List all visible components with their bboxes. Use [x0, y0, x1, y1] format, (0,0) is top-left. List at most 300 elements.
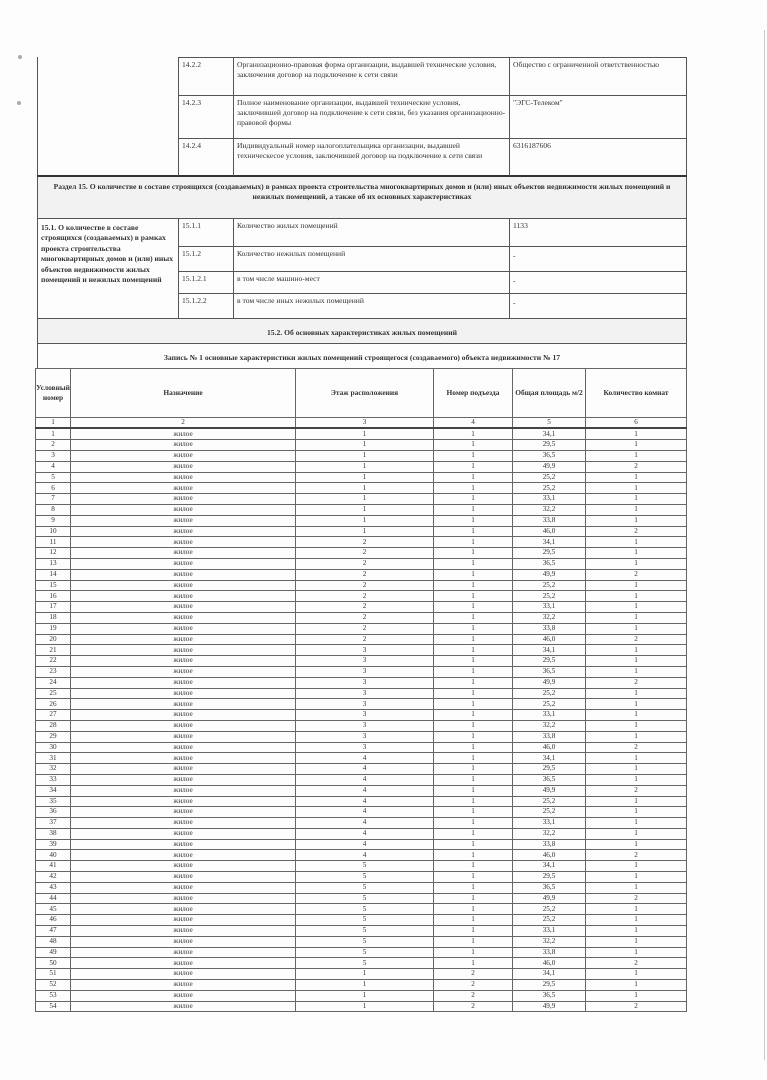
table-row [36, 515, 687, 526]
cell-number: 50 [36, 958, 71, 969]
page-edge [764, 30, 765, 1060]
cell-area: 32,2 [513, 828, 586, 839]
cell-number: 40 [36, 850, 71, 861]
table-row [36, 656, 687, 667]
cell-number: 9 [36, 515, 71, 526]
cell-entrance: 1 [434, 699, 513, 710]
cell-floor: 2 [296, 634, 434, 645]
cell-number: 24 [36, 677, 71, 688]
cell-rooms: 1 [586, 969, 687, 980]
cell-purpose: жилое [71, 483, 296, 494]
table-row [36, 494, 687, 505]
punch-hole-mark [17, 101, 21, 105]
table-row [36, 958, 687, 969]
cell-number: 53 [36, 990, 71, 1001]
table-row [36, 839, 687, 850]
cell-area: 25,2 [513, 472, 586, 483]
row-value: - [513, 276, 516, 285]
cell-purpose: жилое [71, 504, 296, 515]
cell-number: 16 [36, 591, 71, 602]
cell-purpose: жилое [71, 861, 296, 872]
cell-area: 49,9 [513, 569, 586, 580]
cell-purpose: жилое [71, 990, 296, 1001]
cell-rooms: 1 [586, 483, 687, 494]
cell-rooms: 1 [586, 926, 687, 937]
cell-number: 13 [36, 558, 71, 569]
cell-purpose: жилое [71, 882, 296, 893]
cell-purpose: жилое [71, 742, 296, 753]
table-row [36, 764, 687, 775]
table-row [36, 710, 687, 721]
cell-area: 32,2 [513, 720, 586, 731]
cell-number: 45 [36, 904, 71, 915]
row-label: Количество жилых помещений [237, 221, 338, 230]
cell-number: 6 [36, 483, 71, 494]
cell-floor: 3 [296, 666, 434, 677]
cell-entrance: 1 [434, 580, 513, 591]
cell-floor: 1 [296, 472, 434, 483]
cell-number: 14 [36, 569, 71, 580]
apartments-table [35, 368, 687, 1012]
cell-rooms: 1 [586, 936, 687, 947]
column-number: 5 [513, 418, 586, 429]
cell-number: 48 [36, 936, 71, 947]
cell-area: 36,5 [513, 558, 586, 569]
cell-area: 34,1 [513, 537, 586, 548]
table-row [36, 742, 687, 753]
cell-purpose: жилое [71, 828, 296, 839]
cell-entrance: 1 [434, 677, 513, 688]
cell-purpose: жилое [71, 677, 296, 688]
cell-entrance: 1 [434, 666, 513, 677]
table-row [36, 440, 687, 451]
cell-purpose: жилое [71, 688, 296, 699]
row-label: Количество нежилых помещений [237, 249, 346, 258]
cell-number: 20 [36, 634, 71, 645]
cell-rooms: 1 [586, 515, 687, 526]
table-row [36, 882, 687, 893]
column-number: 2 [71, 418, 296, 429]
table-row [36, 537, 687, 548]
row-value: "ЭГС-Телеком" [513, 98, 563, 107]
table-row [36, 602, 687, 613]
cell-area: 32,2 [513, 936, 586, 947]
cell-area: 29,5 [513, 872, 586, 883]
cell-rooms: 1 [586, 440, 687, 451]
cell-floor: 4 [296, 774, 434, 785]
cell-purpose: жилое [71, 451, 296, 462]
cell-area: 33,1 [513, 710, 586, 721]
cell-purpose: жилое [71, 774, 296, 785]
cell-floor: 3 [296, 645, 434, 656]
cell-rooms: 1 [586, 537, 687, 548]
cell-floor: 2 [296, 591, 434, 602]
cell-number: 15 [36, 580, 71, 591]
cell-entrance: 1 [434, 688, 513, 699]
cell-entrance: 1 [434, 720, 513, 731]
cell-floor: 1 [296, 483, 434, 494]
cell-number: 52 [36, 980, 71, 991]
cell-area: 49,9 [513, 1001, 586, 1012]
cell-floor: 3 [296, 699, 434, 710]
cell-rooms: 1 [586, 451, 687, 462]
row-value: Общество с ограниченной ответственностью [513, 60, 660, 69]
cell-entrance: 1 [434, 915, 513, 926]
cell-number: 1 [36, 428, 71, 439]
cell-number: 32 [36, 764, 71, 775]
cell-floor: 5 [296, 936, 434, 947]
cell-area: 46,0 [513, 526, 586, 537]
cell-number: 33 [36, 774, 71, 785]
cell-entrance: 1 [434, 796, 513, 807]
cell-number: 29 [36, 731, 71, 742]
table-row [36, 850, 687, 861]
cell-purpose: жилое [71, 515, 296, 526]
table-row [36, 893, 687, 904]
cell-area: 32,2 [513, 504, 586, 515]
cell-rooms: 1 [586, 990, 687, 1001]
cell-number: 51 [36, 969, 71, 980]
header-area: Общая площадь м/2 [513, 369, 586, 418]
cell-floor: 4 [296, 796, 434, 807]
cell-rooms: 1 [586, 839, 687, 850]
cell-area: 33,8 [513, 623, 586, 634]
row-number: 15.1.1 [182, 221, 201, 230]
cell-purpose: жилое [71, 602, 296, 613]
cell-area: 33,8 [513, 839, 586, 850]
cell-entrance: 1 [434, 494, 513, 505]
cell-rooms: 2 [586, 634, 687, 645]
cell-entrance: 1 [434, 645, 513, 656]
table-row [36, 915, 687, 926]
cell-purpose: жилое [71, 980, 296, 991]
cell-entrance: 1 [434, 623, 513, 634]
cell-area: 29,5 [513, 548, 586, 559]
cell-area: 36,5 [513, 882, 586, 893]
cell-floor: 4 [296, 764, 434, 775]
cell-floor: 5 [296, 882, 434, 893]
cell-area: 46,0 [513, 742, 586, 753]
column-number: 1 [36, 418, 71, 429]
cell-area: 32,2 [513, 612, 586, 623]
cell-number: 2 [36, 440, 71, 451]
cell-entrance: 1 [434, 548, 513, 559]
cell-entrance: 1 [434, 537, 513, 548]
table-row [36, 591, 687, 602]
cell-purpose: жилое [71, 710, 296, 721]
cell-purpose: жилое [71, 893, 296, 904]
cell-purpose: жилое [71, 850, 296, 861]
cell-entrance: 1 [434, 958, 513, 969]
cell-rooms: 2 [586, 958, 687, 969]
header-conditional-number: Условный номер [36, 369, 71, 418]
cell-area: 25,2 [513, 483, 586, 494]
cell-number: 36 [36, 807, 71, 818]
cell-floor: 1 [296, 440, 434, 451]
table-row [36, 947, 687, 958]
table-row [36, 634, 687, 645]
cell-rooms: 1 [586, 602, 687, 613]
cell-rooms: 1 [586, 764, 687, 775]
cell-purpose: жилое [71, 1001, 296, 1012]
cell-floor: 5 [296, 926, 434, 937]
cell-purpose: жилое [71, 785, 296, 796]
table-row [36, 990, 687, 1001]
frame-right-line [686, 57, 687, 369]
cell-rooms: 1 [586, 623, 687, 634]
cell-floor: 1 [296, 980, 434, 991]
table-row [36, 526, 687, 537]
table-row [36, 861, 687, 872]
cell-entrance: 1 [434, 947, 513, 958]
cell-purpose: жилое [71, 428, 296, 439]
cell-entrance: 1 [434, 774, 513, 785]
cell-rooms: 2 [586, 893, 687, 904]
cell-floor: 3 [296, 688, 434, 699]
cell-rooms: 1 [586, 645, 687, 656]
cell-number: 49 [36, 947, 71, 958]
cell-number: 54 [36, 1001, 71, 1012]
row-number: 15.1.2 [182, 249, 201, 258]
cell-area: 34,1 [513, 861, 586, 872]
cell-purpose: жилое [71, 818, 296, 829]
cell-number: 35 [36, 796, 71, 807]
table-row [36, 926, 687, 937]
cell-rooms: 2 [586, 569, 687, 580]
cell-floor: 2 [296, 580, 434, 591]
section-15-title: Раздел 15. О количестве в составе строящихся (создаваемых) в рамках проекта строительства многоквартирных домов и (или) иных объектов недвижимости жилых помещений и нежилых помещений, а также об их основных характеристиках [53, 182, 671, 201]
column-number-row [36, 418, 687, 429]
cell-area: 34,1 [513, 428, 586, 439]
cell-entrance: 1 [434, 504, 513, 515]
cell-number: 19 [36, 623, 71, 634]
table-row [36, 980, 687, 991]
cell-number: 17 [36, 602, 71, 613]
table-header-row [36, 369, 687, 418]
cell-floor: 4 [296, 785, 434, 796]
row-label: Индивидуальный номер налогоплательщика организации, выдавшей техническесое условия, заключившей договор на подключение к сети связи [237, 141, 483, 160]
cell-floor: 5 [296, 915, 434, 926]
cell-number: 43 [36, 882, 71, 893]
cell-purpose: жилое [71, 548, 296, 559]
cell-floor: 2 [296, 548, 434, 559]
table-row [36, 548, 687, 559]
column-number: 4 [434, 418, 513, 429]
table-row [36, 461, 687, 472]
cell-number: 38 [36, 828, 71, 839]
cell-purpose: жилое [71, 807, 296, 818]
cell-floor: 4 [296, 753, 434, 764]
cell-area: 46,0 [513, 634, 586, 645]
cell-floor: 1 [296, 451, 434, 462]
cell-entrance: 1 [434, 591, 513, 602]
table-row [36, 569, 687, 580]
cell-rooms: 1 [586, 472, 687, 483]
table-row [36, 818, 687, 829]
cell-entrance: 1 [434, 612, 513, 623]
cell-rooms: 1 [586, 731, 687, 742]
cell-area: 49,9 [513, 461, 586, 472]
cell-floor: 4 [296, 818, 434, 829]
cell-purpose: жилое [71, 526, 296, 537]
cell-floor: 1 [296, 504, 434, 515]
cell-number: 41 [36, 861, 71, 872]
cell-purpose: жилое [71, 753, 296, 764]
cell-floor: 3 [296, 677, 434, 688]
cell-floor: 3 [296, 720, 434, 731]
cell-rooms: 1 [586, 753, 687, 764]
cell-floor: 2 [296, 623, 434, 634]
cell-rooms: 1 [586, 774, 687, 785]
cell-area: 33,1 [513, 818, 586, 829]
table-row [36, 645, 687, 656]
cell-number: 11 [36, 537, 71, 548]
column-number: 3 [296, 418, 434, 429]
cell-purpose: жилое [71, 796, 296, 807]
cell-area: 25,2 [513, 580, 586, 591]
cell-area: 36,5 [513, 666, 586, 677]
cell-purpose: жилое [71, 666, 296, 677]
cell-area: 33,1 [513, 602, 586, 613]
cell-number: 37 [36, 818, 71, 829]
header-entrance: Номер подъезда [434, 369, 513, 418]
cell-number: 39 [36, 839, 71, 850]
cell-number: 10 [36, 526, 71, 537]
cell-entrance: 1 [434, 440, 513, 451]
row-number: 14.2.2 [182, 60, 201, 69]
cell-purpose: жилое [71, 947, 296, 958]
cell-floor: 4 [296, 807, 434, 818]
table-row [36, 774, 687, 785]
cell-area: 29,5 [513, 440, 586, 451]
table-row [36, 699, 687, 710]
cell-rooms: 1 [586, 428, 687, 439]
row-number: 14.2.3 [182, 98, 201, 107]
cell-area: 49,9 [513, 893, 586, 904]
cell-rooms: 1 [586, 915, 687, 926]
cell-area: 33,8 [513, 731, 586, 742]
cell-rooms: 1 [586, 904, 687, 915]
table-row [36, 1001, 687, 1012]
cell-floor: 1 [296, 428, 434, 439]
cell-number: 4 [36, 461, 71, 472]
living-rooms-count: 1133 [513, 221, 528, 230]
cell-purpose: жилое [71, 472, 296, 483]
cell-area: 29,5 [513, 764, 586, 775]
cell-purpose: жилое [71, 926, 296, 937]
cell-number: 28 [36, 720, 71, 731]
cell-area: 49,9 [513, 785, 586, 796]
cell-rooms: 2 [586, 850, 687, 861]
table-row [36, 796, 687, 807]
section-15-1-label: 15.1. О количестве в составе строящихся (создаваемых) в рамках проекта строительства многоквартирных домов и (или) иных объектов недвижимости жилых помещений и нежилых помещений [41, 223, 174, 285]
row-label: Полное наименование организации, выдавшей технические условия, заключившей договор на подключение к сети связи, без указания организационно-правовой формы [237, 98, 506, 127]
cell-rooms: 1 [586, 947, 687, 958]
cell-area: 25,2 [513, 915, 586, 926]
cell-rooms: 1 [586, 688, 687, 699]
table-row [36, 828, 687, 839]
cell-number: 12 [36, 548, 71, 559]
cell-entrance: 1 [434, 872, 513, 883]
cell-floor: 5 [296, 947, 434, 958]
cell-floor: 3 [296, 710, 434, 721]
row-number: 14.2.4 [182, 141, 201, 150]
cell-floor: 2 [296, 537, 434, 548]
cell-area: 34,1 [513, 753, 586, 764]
cell-entrance: 1 [434, 515, 513, 526]
cell-entrance: 1 [434, 461, 513, 472]
cell-purpose: жилое [71, 580, 296, 591]
cell-area: 25,2 [513, 796, 586, 807]
cell-number: 7 [36, 494, 71, 505]
cell-entrance: 1 [434, 926, 513, 937]
record-title: Запись № 1 основные характеристики жилых помещений строящегося (создаваемого) объекта недвижимости № 17 [163, 353, 561, 362]
cell-rooms: 1 [586, 558, 687, 569]
cell-entrance: 1 [434, 850, 513, 861]
cell-purpose: жилое [71, 494, 296, 505]
cell-number: 5 [36, 472, 71, 483]
cell-floor: 5 [296, 872, 434, 883]
cell-purpose: жилое [71, 645, 296, 656]
cell-entrance: 1 [434, 526, 513, 537]
cell-area: 49,9 [513, 677, 586, 688]
row-number: 15.1.2.1 [182, 274, 207, 283]
cell-rooms: 1 [586, 882, 687, 893]
cell-purpose: жилое [71, 904, 296, 915]
cell-area: 33,8 [513, 515, 586, 526]
table-row [36, 483, 687, 494]
table-row [36, 666, 687, 677]
table-row [36, 558, 687, 569]
cell-floor: 2 [296, 558, 434, 569]
cell-number: 44 [36, 893, 71, 904]
cell-purpose: жилое [71, 731, 296, 742]
cell-number: 3 [36, 451, 71, 462]
cell-entrance: 2 [434, 990, 513, 1001]
table-row [36, 504, 687, 515]
cell-number: 47 [36, 926, 71, 937]
cell-entrance: 1 [434, 861, 513, 872]
cell-area: 34,1 [513, 645, 586, 656]
cell-rooms: 2 [586, 677, 687, 688]
cell-floor: 3 [296, 656, 434, 667]
cell-entrance: 1 [434, 828, 513, 839]
cell-number: 21 [36, 645, 71, 656]
row-value: - [513, 251, 516, 260]
table-row [36, 677, 687, 688]
cell-rooms: 1 [586, 710, 687, 721]
cell-entrance: 2 [434, 1001, 513, 1012]
cell-rooms: 1 [586, 861, 687, 872]
cell-number: 31 [36, 753, 71, 764]
header-rooms: Количество комнат [586, 369, 687, 418]
cell-purpose: жилое [71, 461, 296, 472]
cell-area: 29,5 [513, 980, 586, 991]
cell-entrance: 1 [434, 569, 513, 580]
cell-entrance: 1 [434, 882, 513, 893]
table-row [36, 731, 687, 742]
cell-area: 25,2 [513, 591, 586, 602]
cell-rooms: 1 [586, 504, 687, 515]
cell-number: 22 [36, 656, 71, 667]
cell-rooms: 1 [586, 494, 687, 505]
cell-rooms: 2 [586, 526, 687, 537]
cell-area: 29,5 [513, 656, 586, 667]
cell-purpose: жилое [71, 634, 296, 645]
cell-entrance: 1 [434, 893, 513, 904]
cell-floor: 1 [296, 461, 434, 472]
cell-purpose: жилое [71, 720, 296, 731]
